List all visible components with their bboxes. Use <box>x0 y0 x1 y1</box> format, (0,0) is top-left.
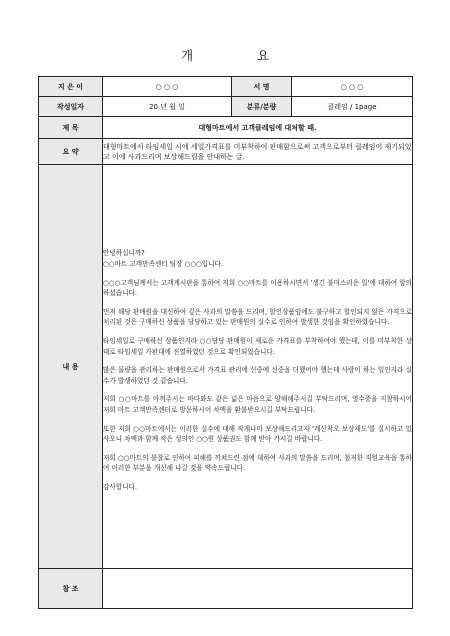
date-row <box>39 97 413 117</box>
category-value[interactable]: 클레임 / 1page <box>292 97 413 117</box>
content-body[interactable] <box>103 165 413 569</box>
content-paragraph-8: 저희 ○○마트의 불찰로 인하여 피해를 끼쳐드린 점에 대하여 사과의 말씀을 드리며, 철저한 직원교육을 통하여 이러한 부분을 개선해 나갈 것을 약속드립니다. <box>103 453 412 473</box>
content-paragraph-6: 저희 ○○마트를 아껴주시는 바다와도 같은 넓은 마음으로 양해해주시길 부탁드리며, 영수증을 지참하시어 저희 마트 고객만족센터로 방문하시어 차액을 환불받으시길 부탁드립니다. <box>103 395 412 414</box>
date-value[interactable]: 20 년 월 일 <box>103 97 232 117</box>
signature-value[interactable]: ○ ○ ○ <box>292 77 413 97</box>
content-row <box>39 165 413 569</box>
content-paragraph-3: 먼저 해당 판매원을 대신하여 깊은 사과의 말씀을 드리며, 할인상품임에도 불구하고 할인되지 않은 가격으로 처리된 것은 구매하신 상품을 담당하고 있는 판매원의 실수로 인하여 발생한 것임을 확인하였습니다. <box>103 307 412 327</box>
author-value[interactable]: ○ ○ ○ <box>103 77 232 97</box>
reference-label: 참 조 <box>39 569 103 609</box>
content-paragraph-1: 안녕하십니까? ○○마트 고객만족센터 팀장 ○○○입니다. <box>103 249 223 269</box>
content-paragraph-2: ○○○고객님께서는 고객게시판을 통하여 저희 ○○마트를 이용하시면서 '생긴 불미스러운 일'에 대하여 항의하셨습니다. <box>103 278 412 298</box>
subject-label: 제 목 <box>39 117 103 139</box>
content-paragraph-9: 감사합니다. <box>103 482 137 491</box>
subject-value[interactable]: 대형마트에서 고객클레임에 대처할 때. <box>103 117 413 139</box>
summary-row <box>39 139 413 165</box>
content-text <box>103 248 412 492</box>
category-label: 분류/분량 <box>232 97 292 117</box>
signature-label: 서 명 <box>232 77 292 97</box>
summary-value[interactable]: 대형마트에서 타임세일 시에 세일가격표를 미부착하여 판매함으로써 고객으로부터 클레임이 제기되었고 이에 사과드리며 보상해드림을 안내하는 글. <box>103 139 413 165</box>
content-paragraph-7: 또한 저희 ○○마트에서는 이러한 실수에 대해 작게나마 보상해드리고자 '계산착오 보상제도'를 실시하고 있사오니 차액과 함께 작은 성의인 ○○원 상품권도 함께 받아 가시길 바랍니다. <box>103 424 412 444</box>
reference-value[interactable] <box>103 569 413 609</box>
document-title: 개 요 <box>180 48 300 63</box>
reference-row <box>39 569 413 609</box>
content-paragraph-4: 타임세일로 구매하신 상품인지라 ○○담당 판매원이 새로운 가격표를 부착하여야 했는데, 이를 미부착한 상태로 타임세일 가판대에 진열하였던 것으로 확인되었습니다. <box>103 337 412 356</box>
author-label: 지 은 이 <box>39 77 103 97</box>
date-label: 작성일자 <box>39 97 103 117</box>
subject-row <box>39 117 413 139</box>
author-row <box>39 77 413 97</box>
content-paragraph-5: 많은 물량을 관리하는 판매원으로서 가격표 관리에 신중에 신중을 더했어야 했는데 사람이 하는 일인지라 실수가 발생하였던 것 같습니다. <box>103 366 412 385</box>
summary-label: 요 약 <box>39 139 103 165</box>
summary-form-table <box>38 76 413 609</box>
content-label: 내 용 <box>39 165 103 569</box>
